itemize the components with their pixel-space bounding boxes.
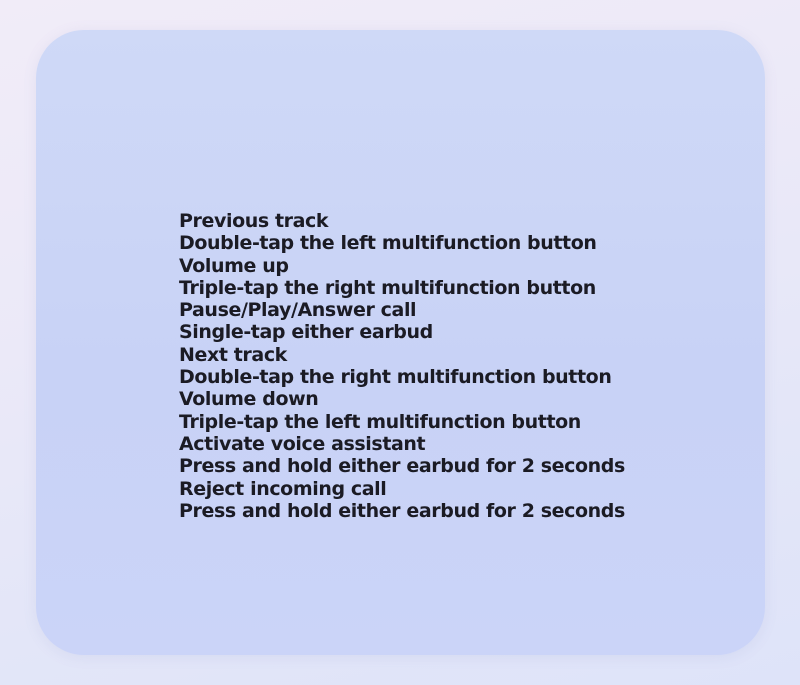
controls-list [179, 210, 739, 522]
control-gesture: Press and hold either earbud for 2 seconds [179, 499, 625, 522]
control-gesture: Double-tap the left multifunction button [179, 232, 597, 255]
control-function: Activate voice assistant [179, 432, 426, 455]
earbud-controls-card [36, 30, 765, 655]
control-gesture: Press and hold either earbud for 2 seconds [179, 455, 625, 478]
control-gesture: Triple-tap the left multifunction button [179, 410, 581, 433]
control-function: Pause/Play/Answer call [179, 299, 417, 322]
control-gesture: Single-tap either earbud [179, 321, 433, 344]
control-gesture: Triple-tap the right multifunction button [179, 276, 596, 299]
control-function: Next track [179, 343, 287, 366]
control-function: Volume up [179, 254, 289, 277]
control-function: Reject incoming call [179, 477, 387, 500]
control-function: Volume down [179, 388, 319, 411]
control-gesture: Double-tap the right multifunction button [179, 366, 612, 389]
control-function: Previous track [179, 210, 329, 232]
